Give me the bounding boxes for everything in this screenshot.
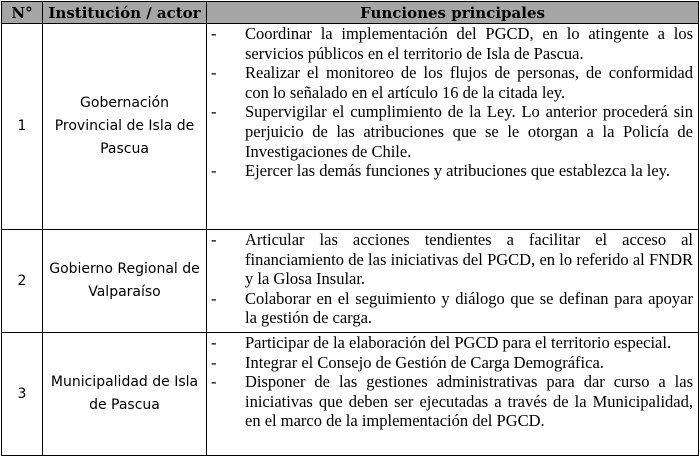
institution-name: Gobierno Regional de Valparaíso: [43, 230, 207, 333]
function-item: [209, 353, 693, 373]
function-item: [209, 24, 693, 63]
function-text: Ejercer las demás funciones y atribuciones que establezca la ley.: [245, 161, 670, 181]
institution-name: Gobernación Provincial de Isla de Pascua: [43, 24, 207, 230]
function-text: Disponer de las gestiones administrativas para dar curso a las iniciativas que deben ser ejecutadas a través de la Municipalidad, en el marco de la implementación del PGCD.: [245, 372, 693, 431]
function-item: [209, 372, 693, 431]
function-text: Articular las acciones tendientes a facilitar el acceso al financiamiento de las iniciativas del PGCD, en lo referido al FNDR y la Glosa Insular.: [245, 230, 693, 289]
function-item: [209, 102, 693, 161]
functions-cell: [207, 230, 699, 333]
bullet-dash: -: [211, 102, 217, 122]
bullet-dash: -: [211, 288, 217, 308]
institution-name: Municipalidad de Isla de Pascua: [43, 333, 207, 456]
functions-table: [1, 1, 699, 456]
function-text: Integrar el Consejo de Gestión de Carga Demográfica.: [245, 352, 604, 372]
functions-list: [209, 24, 693, 181]
table-row: [2, 24, 699, 230]
function-text: Participar de la elaboración del PGCD para el territorio especial.: [245, 333, 672, 352]
function-text: Colaborar en el seguimiento y diálogo que se definan para apoyar la gestión de carga.: [245, 288, 693, 328]
function-text: Realizar el monitoreo de los flujos de personas, de conformidad con lo señalado en el artículo 16 de la citada ley.: [245, 63, 693, 102]
bullet-dash: -: [211, 24, 217, 43]
bullet-dash: -: [211, 352, 217, 372]
function-item: [209, 289, 693, 328]
bullet-dash: -: [211, 230, 217, 249]
function-item: [209, 333, 693, 353]
functions-cell: [207, 24, 699, 230]
functions-list: [209, 230, 693, 328]
functions-list: [209, 333, 693, 431]
bullet-dash: -: [211, 372, 217, 392]
header-institution: Institución / actor: [43, 2, 207, 24]
function-text: Supervigilar el cumplimiento de la Ley. Lo anterior procederá sin perjuicio de las atribuciones que se le otorgan a la Policía de Investigaciones de Chile.: [245, 102, 693, 161]
header-functions: Funciones principales: [207, 2, 699, 24]
functions-cell: [207, 333, 699, 456]
bullet-dash: -: [211, 161, 217, 181]
row-number: 1: [2, 24, 43, 230]
function-item: [209, 230, 693, 289]
row-number: 2: [2, 230, 43, 333]
row-number: 3: [2, 333, 43, 456]
header-row: [2, 2, 699, 24]
bullet-dash: -: [211, 333, 217, 352]
function-item: [209, 63, 693, 102]
header-number: N°: [2, 2, 43, 24]
table-row: [2, 230, 699, 333]
function-text: Coordinar la implementación del PGCD, en lo atingente a los servicios públicos en el territorio de Isla de Pascua.: [245, 24, 693, 63]
function-item: [209, 161, 693, 181]
bullet-dash: -: [211, 63, 217, 83]
table-row: [2, 333, 699, 456]
